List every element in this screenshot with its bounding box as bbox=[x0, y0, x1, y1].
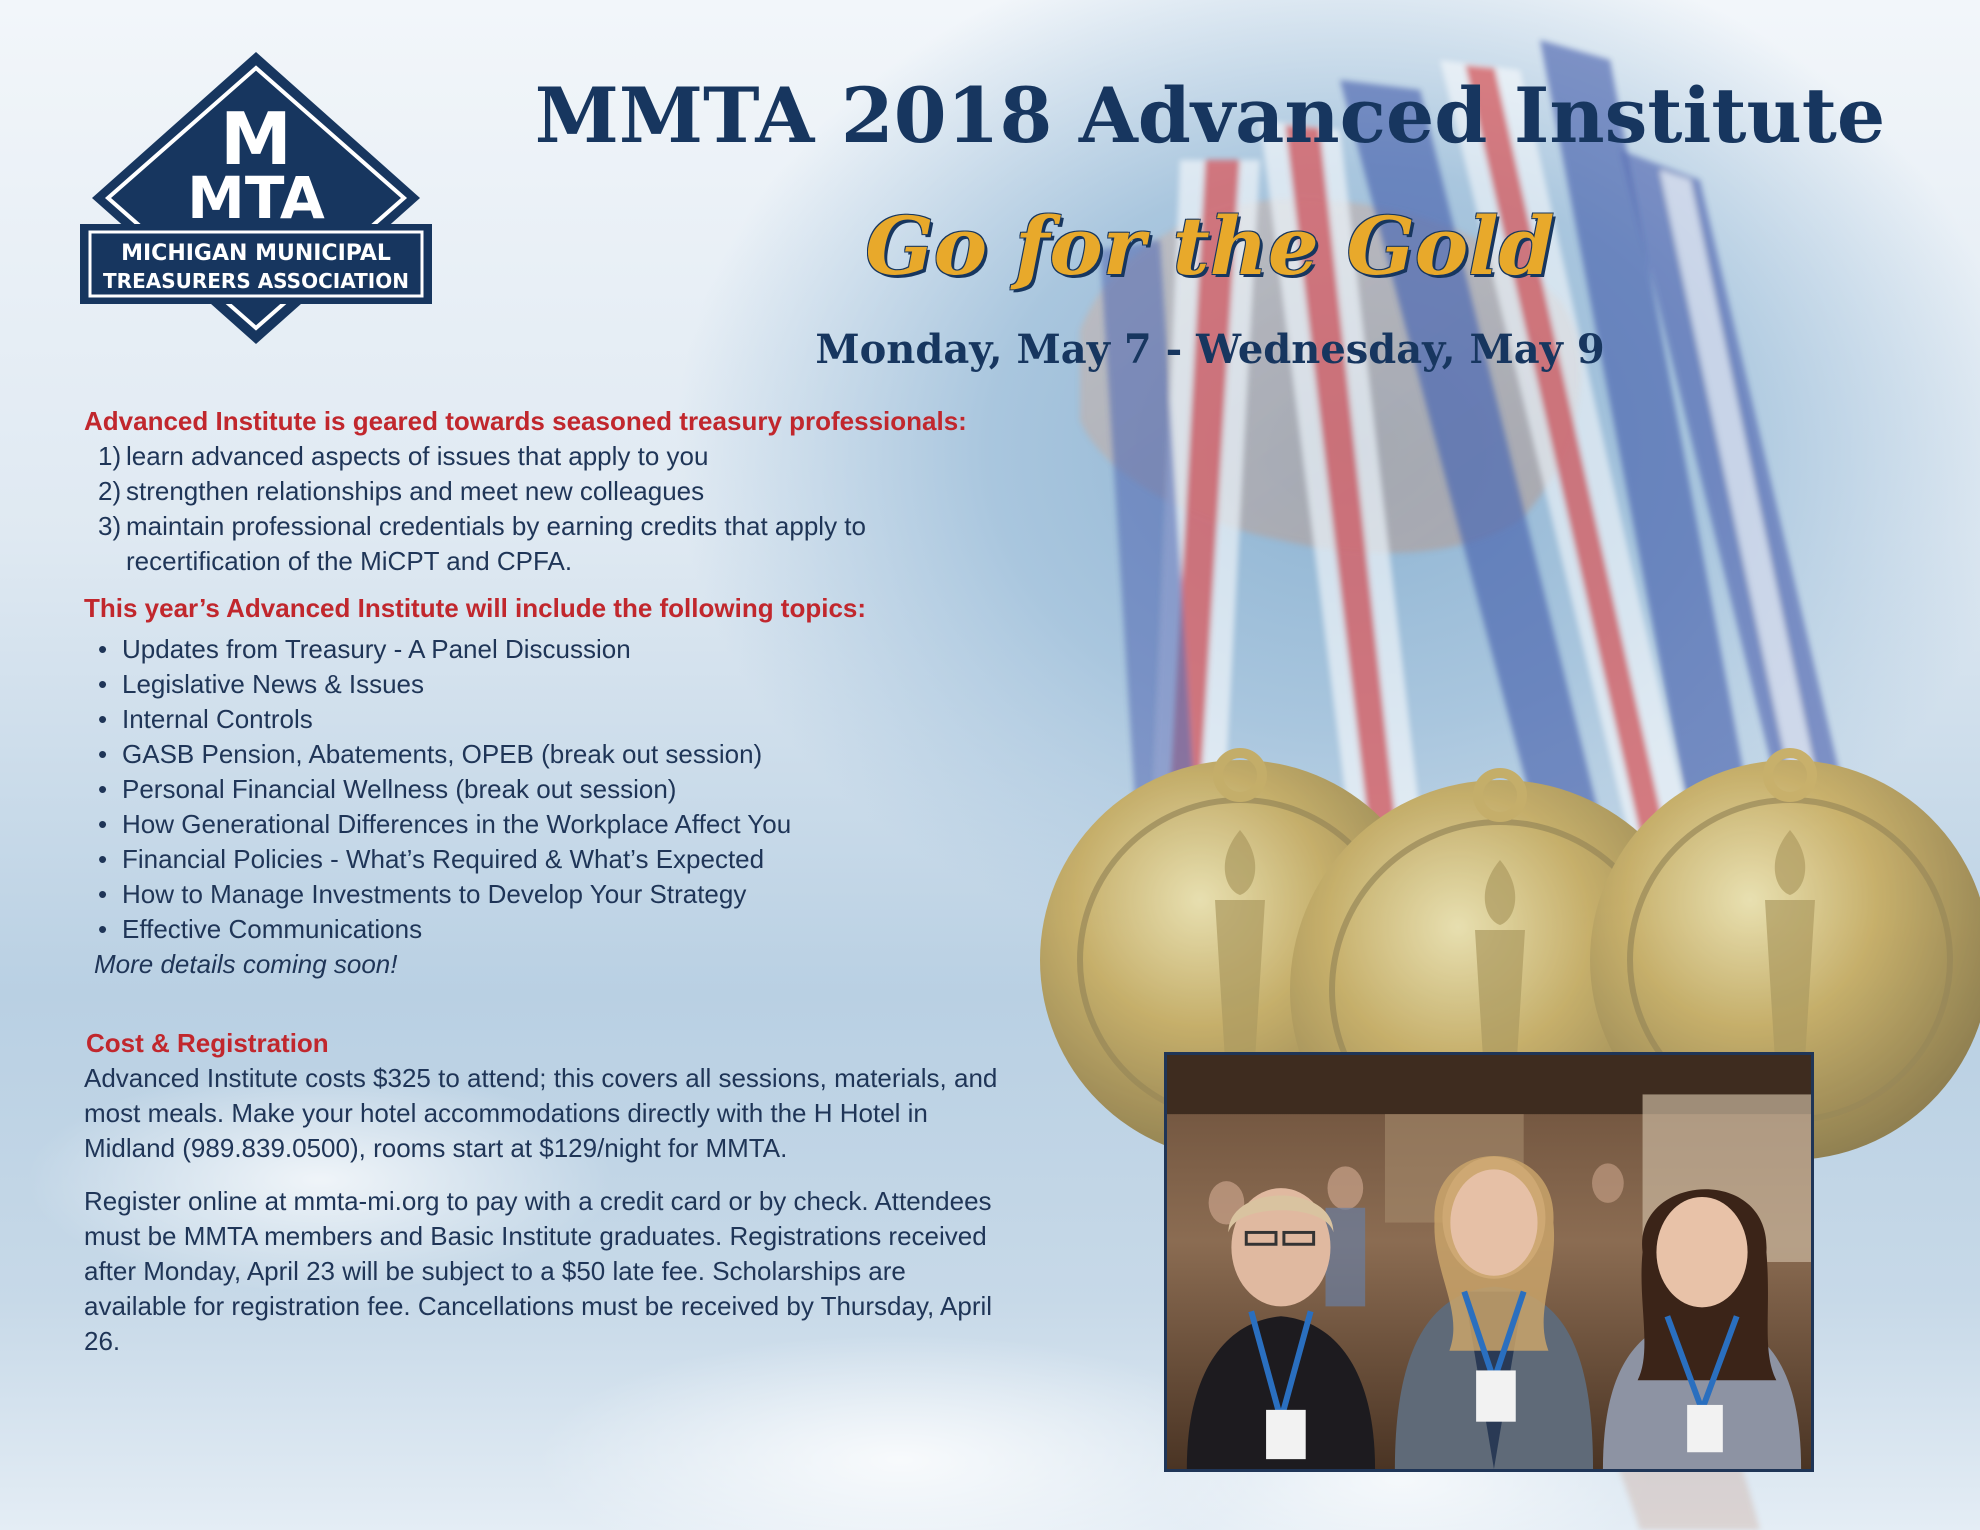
event-dates: Monday, May 7 - Wednesday, May 9 bbox=[815, 326, 1605, 373]
topic-item bbox=[98, 912, 1044, 947]
logo-letter-m: M bbox=[220, 97, 292, 181]
registration-paragraph: Register online at mmta-mi.org to pay with a credit card or by check. Attendees must be MMTA members and Basic Institute graduates. Registrations received after Monday, April 23 will be subject to a $50 late fee. Scholarships are available for registration fee. Cancellations must be received by Thursday, April 26. bbox=[84, 1186, 993, 1356]
topics-heading: This year’s Advanced Institute will include the following topics: bbox=[84, 593, 867, 623]
more-details-note: More details coming soon! bbox=[94, 949, 398, 979]
tagline: Go for the Gold bbox=[865, 199, 1555, 293]
topic-text: GASB Pension, Abatements, OPEB (break out session) bbox=[122, 739, 763, 769]
topic-text: Effective Communications bbox=[122, 914, 423, 944]
logo-letters-mta: MTA bbox=[187, 164, 325, 232]
topic-text: How to Manage Investments to Develop Your Strategy bbox=[122, 879, 747, 909]
benefit-number: 1) bbox=[98, 441, 122, 471]
logo-line-treasurers-association: TREASURERS ASSOCIATION bbox=[103, 269, 409, 293]
bullet: • bbox=[98, 669, 108, 699]
topic-item bbox=[98, 667, 1044, 702]
topic-item bbox=[98, 737, 1044, 772]
benefit-text-continued: recertification of the MiCPT and CPFA. bbox=[126, 546, 573, 576]
benefit-text: learn advanced aspects of issues that apply to you bbox=[126, 441, 709, 471]
benefit-item bbox=[98, 439, 1044, 474]
bullet: • bbox=[98, 879, 108, 909]
topic-item bbox=[98, 877, 1044, 912]
bullet: • bbox=[98, 809, 108, 839]
topic-text: Personal Financial Wellness (break out session) bbox=[122, 774, 677, 804]
topic-text: Financial Policies - What’s Required & What’s Expected bbox=[122, 844, 765, 874]
benefit-item bbox=[98, 474, 1044, 509]
cost-heading: Cost & Registration bbox=[86, 1028, 329, 1058]
benefit-number: 2) bbox=[98, 476, 122, 506]
topic-item bbox=[98, 702, 1044, 737]
topics-list bbox=[84, 632, 1044, 947]
benefit-text: maintain professional credentials by earning credits that apply to bbox=[126, 511, 866, 541]
topic-item bbox=[98, 772, 1044, 807]
topic-item bbox=[98, 632, 1044, 667]
logo-line-michigan-municipal: MICHIGAN MUNICIPAL bbox=[121, 241, 391, 266]
bullet: • bbox=[98, 844, 108, 874]
benefits-list bbox=[84, 439, 1044, 579]
bullet: • bbox=[98, 704, 108, 734]
attendees-photo bbox=[1164, 1052, 1814, 1472]
topic-text: Updates from Treasury - A Panel Discussion bbox=[122, 634, 631, 664]
topic-text: How Generational Differences in the Workplace Affect You bbox=[122, 809, 792, 839]
bullet: • bbox=[98, 914, 108, 944]
benefit-item bbox=[98, 509, 1044, 579]
benefit-number: 3) bbox=[98, 511, 122, 541]
mmta-logo bbox=[78, 48, 434, 348]
topic-item bbox=[98, 807, 1044, 842]
benefit-text: strengthen relationships and meet new colleagues bbox=[126, 476, 705, 506]
bullet: • bbox=[98, 634, 108, 664]
topic-item bbox=[98, 842, 1044, 877]
topic-text: Legislative News & Issues bbox=[122, 669, 425, 699]
intro-heading: Advanced Institute is geared towards seasoned treasury professionals: bbox=[84, 406, 967, 436]
bullet: • bbox=[98, 774, 108, 804]
topic-text: Internal Controls bbox=[122, 704, 313, 734]
page-title: MMTA 2018 Advanced Institute bbox=[534, 71, 1886, 160]
main-content bbox=[84, 404, 1044, 1359]
cost-paragraph: Advanced Institute costs $325 to attend; this covers all sessions, materials, and most meals. Make your hotel accommodations directly with the H Hotel in Midland (989.839.0500), rooms start at $129/night for MMTA. bbox=[84, 1063, 998, 1163]
bullet: • bbox=[98, 739, 108, 769]
